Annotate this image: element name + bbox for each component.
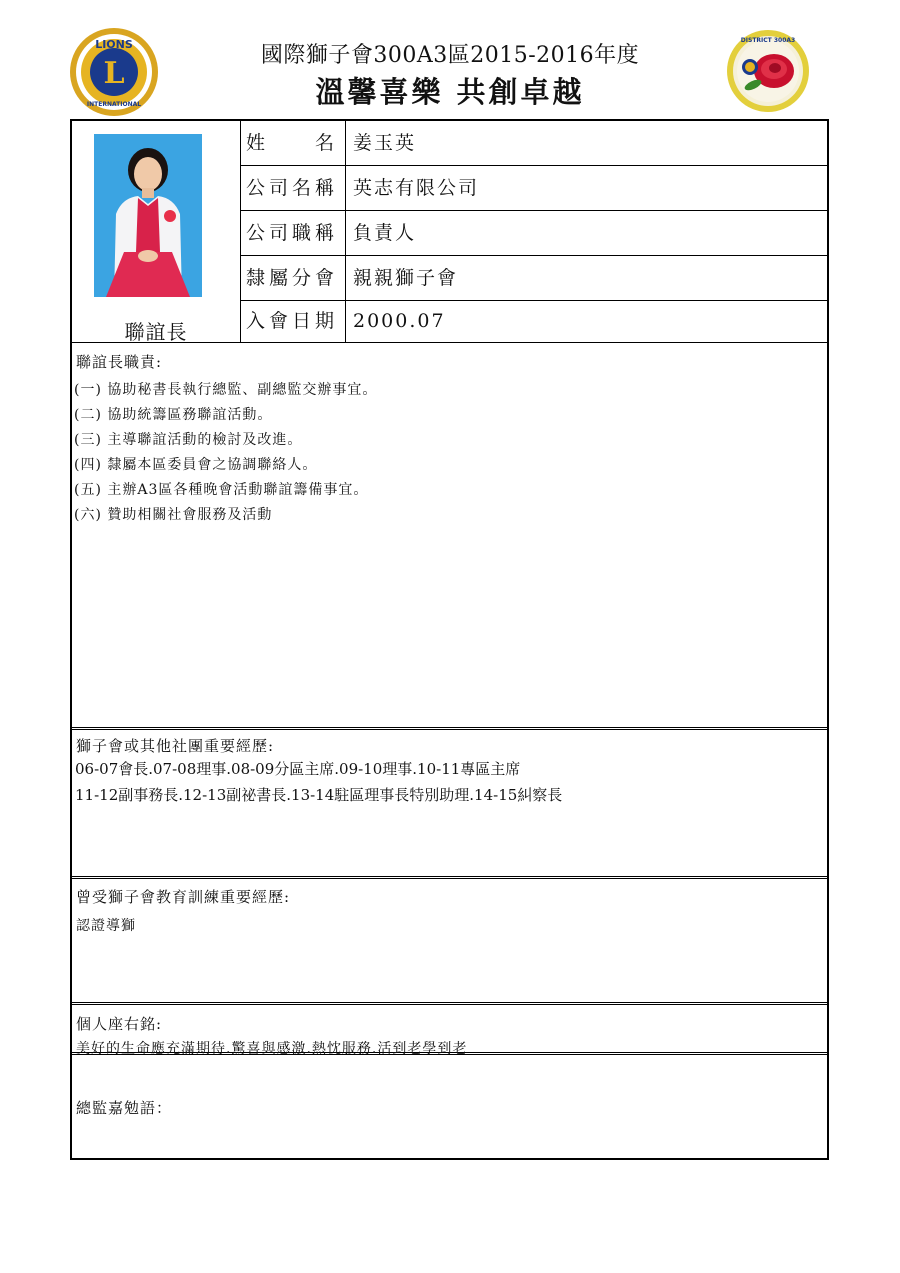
training-content: 認證導獅: [76, 918, 136, 934]
info-row-job-title: [241, 211, 827, 256]
duty-item: (三) 主導聯誼活動的檢討及改進。: [74, 432, 303, 448]
training-section: [72, 879, 827, 1005]
info-row-company: [241, 166, 827, 211]
company-label: 公司名稱: [241, 166, 346, 210]
district-rose-logo: [726, 29, 810, 113]
history-section: [72, 730, 827, 879]
join-date-label: 入會日期: [241, 301, 346, 342]
duties-list: [72, 378, 827, 528]
info-row-join-date: [241, 301, 827, 343]
position-title: 聯誼長: [124, 320, 188, 344]
page-title-line1: 國際獅子會300A3區2015-2016年度: [260, 43, 640, 68]
company-value: 英志有限公司: [353, 177, 480, 199]
svg-text:DISTRICT 300A3: DISTRICT 300A3: [740, 37, 796, 44]
job-title-value: 負責人: [353, 222, 417, 244]
officer-profile-sheet: [70, 119, 829, 1160]
photo-cell: [72, 121, 241, 342]
name-value: 姜玉英: [353, 132, 417, 154]
officer-photo: [94, 134, 202, 297]
history-line: 06-07會長.07-08理事.08-09分區主席.09-10理事.10-11專區主席: [75, 760, 521, 778]
svg-text:LIONS: LIONS: [95, 38, 133, 51]
club-value: 親親獅子會: [353, 267, 459, 289]
page-title-slogan: 溫馨喜樂 共創卓越: [315, 75, 585, 109]
governor-title: 總監嘉勉語：: [76, 1099, 173, 1117]
name-label: 姓 名: [241, 121, 346, 165]
club-label: 隸屬分會: [241, 256, 346, 300]
duties-section: [72, 343, 827, 730]
history-title: 獅子會或其他社團重要經歷:: [76, 737, 275, 755]
join-date-value: 2000.07: [353, 310, 446, 332]
history-line: 11-12副事務長.12-13副祕書長.13-14駐區理事長特別助理.14-15糾察長: [75, 786, 563, 804]
duty-item: (六) 贊助相關社會服務及活動: [74, 507, 273, 523]
lions-logo: [68, 26, 160, 118]
duty-item: (五) 主辦A3區各種晚會活動聯誼籌備事宜。: [74, 482, 369, 498]
duty-item: (一) 協助秘書長執行總監、副總監交辦事宜。: [74, 382, 378, 398]
info-row-club: [241, 256, 827, 301]
governor-section: [72, 1055, 827, 1158]
job-title-label: 公司職稱: [241, 211, 346, 255]
svg-text:L: L: [103, 56, 125, 91]
motto-title: 個人座右銘:: [76, 1015, 163, 1033]
duty-item: (二) 協助統籌區務聯誼活動。: [74, 407, 273, 423]
motto-section: [72, 1005, 827, 1055]
info-row-name: [241, 121, 827, 166]
duty-item: (四) 隸屬本區委員會之協調聯絡人。: [74, 457, 318, 473]
training-title: 曾受獅子會教育訓練重要經歷:: [76, 888, 291, 906]
motto-content: 美好的生命應充滿期待.驚喜與感激.熱忱服務.活到老學到老: [76, 1041, 468, 1057]
svg-text:INTERNATIONAL: INTERNATIONAL: [86, 101, 142, 108]
duties-title: 聯誼長職責:: [76, 353, 163, 371]
